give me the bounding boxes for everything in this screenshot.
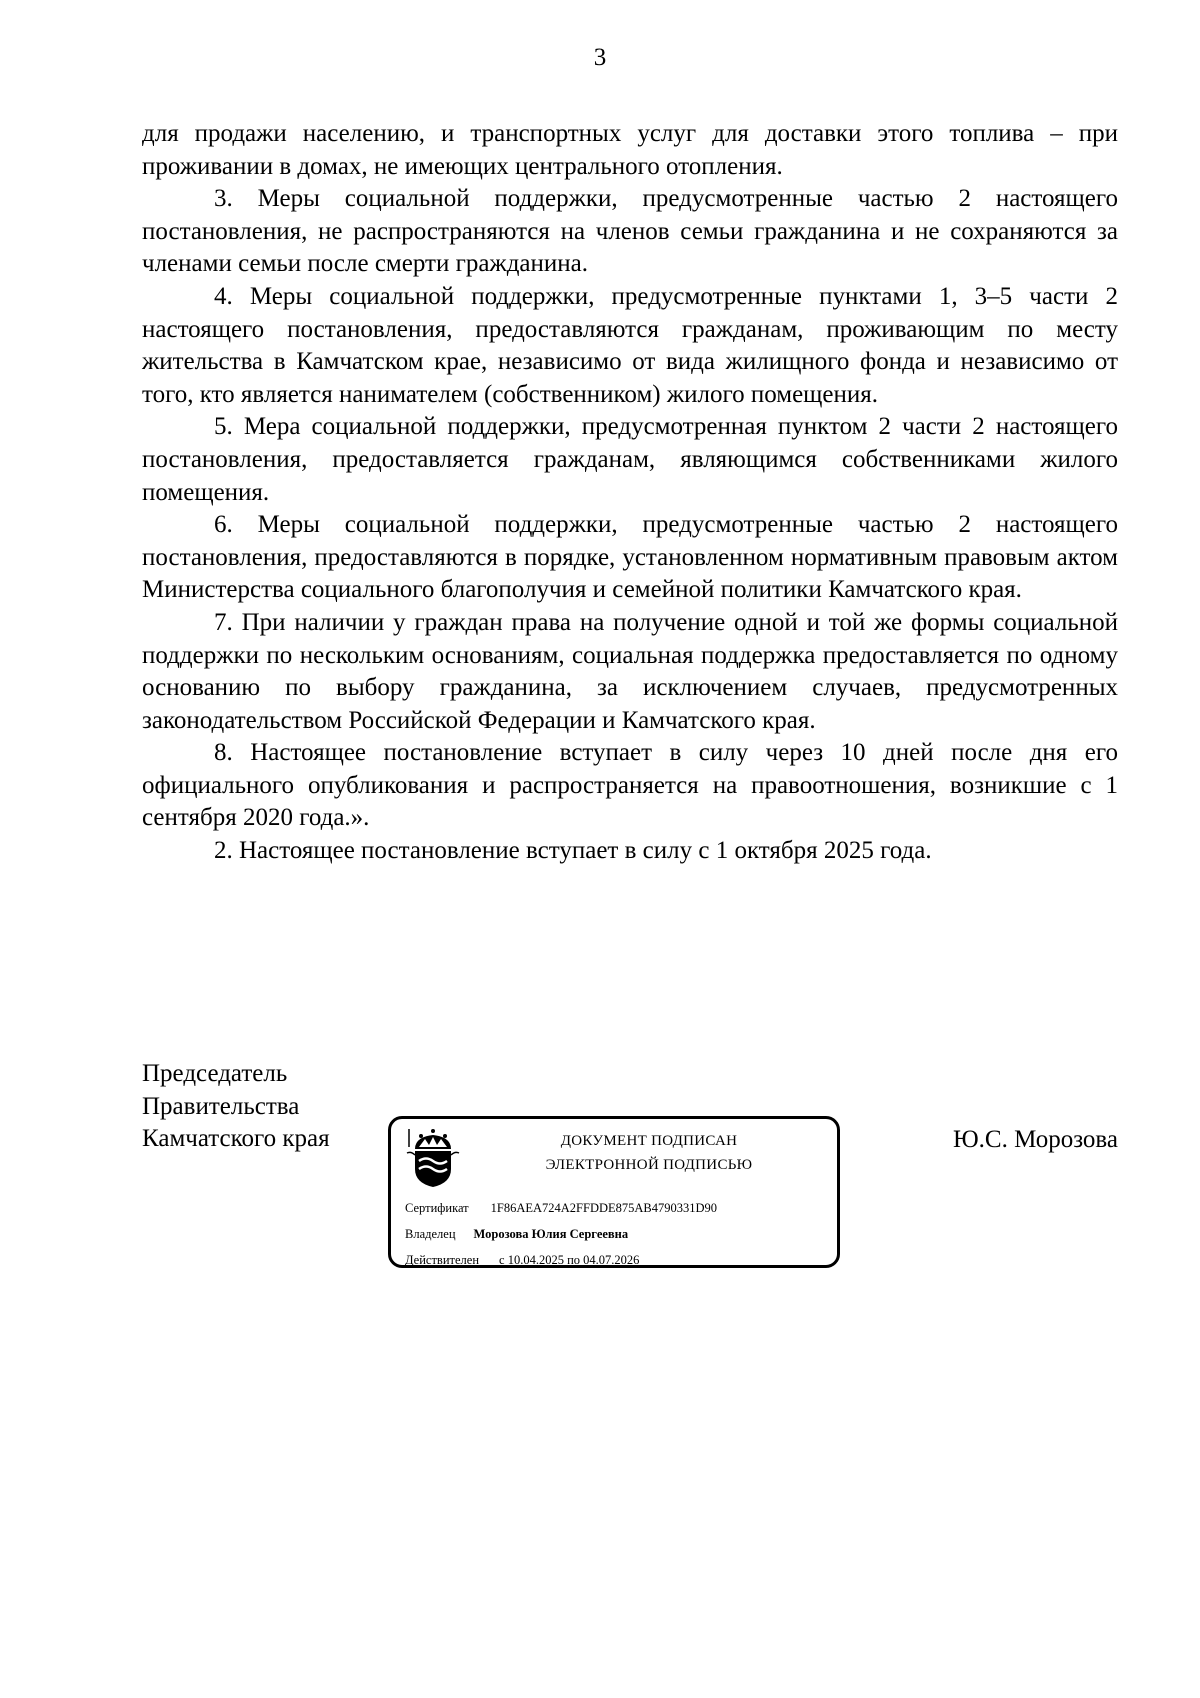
validity-label: Действителен	[405, 1253, 480, 1267]
signatory-title-line: Председатель	[142, 1060, 288, 1087]
validity-value: с 10.04.2025 по 04.07.2026	[499, 1253, 640, 1267]
paragraph-3: 3. Меры социальной поддержки, предусмотренные частью 2 настоящего постановления, не распространяются на членов семьи гражданина и не сохраняются за членами семьи после смерти гражданина.	[142, 185, 1118, 278]
paragraph-6: 6. Меры социальной поддержки, предусмотренные частью 2 настоящего постановления, предоставляются в порядке, установленном нормативным правовым актом Министерства социального благополучия и семейной политики Камчатского края.	[142, 511, 1118, 604]
paragraph-5: 5. Мера социальной поддержки, предусмотренная пунктом 2 части 2 настоящего постановления, предоставляется гражданам, являющимся собственниками жилого помещения.	[142, 413, 1118, 506]
paragraph-4: 4. Меры социальной поддержки, предусмотренные пунктами 1, 3–5 части 2 настоящего постановления, предоставляются гражданам, проживающим по месту жительства в Камчатском крае, независимо от вида жилищного фонда и независимо от того, кто является нанимателем (собственником) жилого помещения.	[142, 282, 1118, 408]
kamchatka-coat-of-arms-icon	[405, 1127, 461, 1189]
signatory-title-line: Правительства	[142, 1092, 300, 1120]
certificate-row	[405, 1195, 835, 1221]
document-body	[142, 118, 1118, 868]
page-number: 3	[593, 44, 607, 71]
signatory-title	[142, 1058, 330, 1156]
stamp-heading	[471, 1129, 827, 1177]
owner-row	[405, 1221, 835, 1247]
stamp-heading-line: ЭЛЕКТРОННОЙ ПОДПИСЬЮ	[545, 1157, 753, 1173]
paragraph-final: 2. Настоящее постановление вступает в силу с 1 октября 2025 года.	[214, 837, 932, 865]
signatory-name: Ю.С. Морозова	[952, 1126, 1118, 1153]
paragraph-7: 7. При наличии у граждан права на получение одной и той же формы социальной поддержки по нескольким основаниям, социальная поддержка предоставляется по одному основанию по выбору гражданина, за исключением случаев, предусмотренных законодательством Российской Федерации и Камчатского края.	[142, 608, 1118, 734]
certificate-value: 1F86AEA724A2FFDDE875AB4790331D90	[490, 1201, 718, 1215]
validity-row	[405, 1247, 835, 1273]
stamp-heading-line: ДОКУМЕНТ ПОДПИСАН	[560, 1133, 738, 1149]
owner-label: Владелец	[405, 1227, 456, 1241]
stamp-details	[405, 1195, 835, 1273]
signatory-title-line: Камчатского края	[142, 1125, 330, 1153]
paragraph-8: 8. Настоящее постановление вступает в силу через 10 дней после дня его официального опубликования и распространяется на правоотношения, возникшие с 1 сентября 2020 года.».	[142, 739, 1118, 832]
certificate-label: Сертификат	[405, 1201, 469, 1215]
electronic-signature-stamp	[388, 1116, 840, 1268]
paragraph-continuation: для продажи населению, и транспортных услуг для доставки этого топлива – при проживании в домах, не имеющих центрального отопления.	[142, 120, 1118, 180]
owner-value: Морозова Юлия Сергеевна	[473, 1227, 629, 1241]
